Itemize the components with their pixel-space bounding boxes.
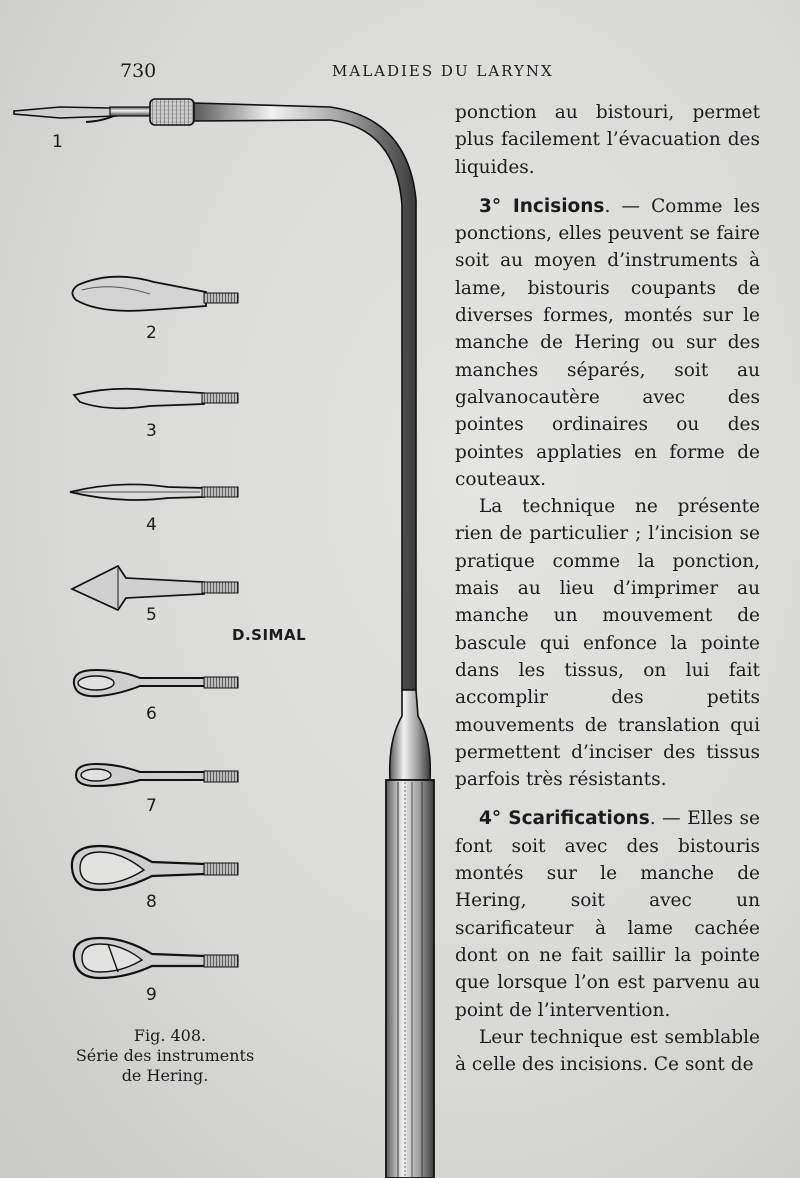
instrument-number-2: 2 [146,323,157,343]
instrument-number-5: 5 [146,605,157,625]
paragraph-leur-technique: Leur technique est semblable à celle des incisions. Ce sont de [455,1026,760,1076]
text-scarifications: . — Elles se font soit avec des bistouris montés sur le manche de Hering, soit avec un scarificateur à lame cachée dont on ne fait saillir la pointe que lorsque l’on est parvenu au point de l’intervention. [455,808,760,1021]
instrument-number-4: 4 [146,515,157,535]
caption-label: Fig. 408. [133,1026,207,1045]
instrument-6-ring [74,670,238,696]
paragraph-scarifications [455,805,760,1023]
instrument-number-9: 9 [146,985,157,1005]
instrument-number-8: 8 [146,892,157,912]
paragraph-ponction: ponction au bistouri, permet plus facilement l’évacuation des liquides. [455,102,760,178]
figure-caption [60,1026,270,1086]
instrument-1-handle [14,99,434,1178]
instrument-3-straight-blade [74,389,238,408]
paragraph-technique: La technique ne présente rien de particulier ; l’incision se pratique comme la ponction, mais au lieu d’imprimer au manche un mouvement de bascule qui enfonce la pointe dans les tissus, on lui fait accomplir des petits mouvements de translation qui permettent d’inciser des tissus parfois très résistants. [455,496,760,791]
instrument-number-1: 1 [52,132,63,152]
instrument-4-lance [70,484,238,500]
caption-line-2: de Hering. [121,1066,209,1085]
instrument-number-6: 6 [146,704,157,724]
engraver-signature: D.SIMAL [232,626,307,644]
paragraph-incisions [455,193,760,493]
header-title: MALADIES DU LARYNX [332,62,554,80]
instrument-8-large-loop [72,846,238,890]
page-number: 730 [120,60,157,82]
instrument-5-arrow-point [72,566,238,610]
instrument-number-3: 3 [146,421,157,441]
heading-scarifications: 4° Scarifications [479,808,650,830]
instrument-9-open-loop [74,938,238,978]
body-text-column [455,99,760,1078]
text-incisions: . — Comme les ponctions, elles peuvent se faire soit au moyen d’instruments à lame, bistouris coupants de diverses formes, montés sur le manche de Hering ou sur des manches séparés, soit au galvanocautère avec des pointes ordinaires ou des pointes applaties en forme de couteaux. [455,195,760,490]
instrument-number-7: 7 [146,796,157,816]
heading-incisions: 3° Incisions [479,195,605,217]
caption-line-1: Série des instruments [75,1046,255,1065]
instrument-7-small-ring [76,764,238,786]
instrument-2-curved-blade [72,277,238,311]
